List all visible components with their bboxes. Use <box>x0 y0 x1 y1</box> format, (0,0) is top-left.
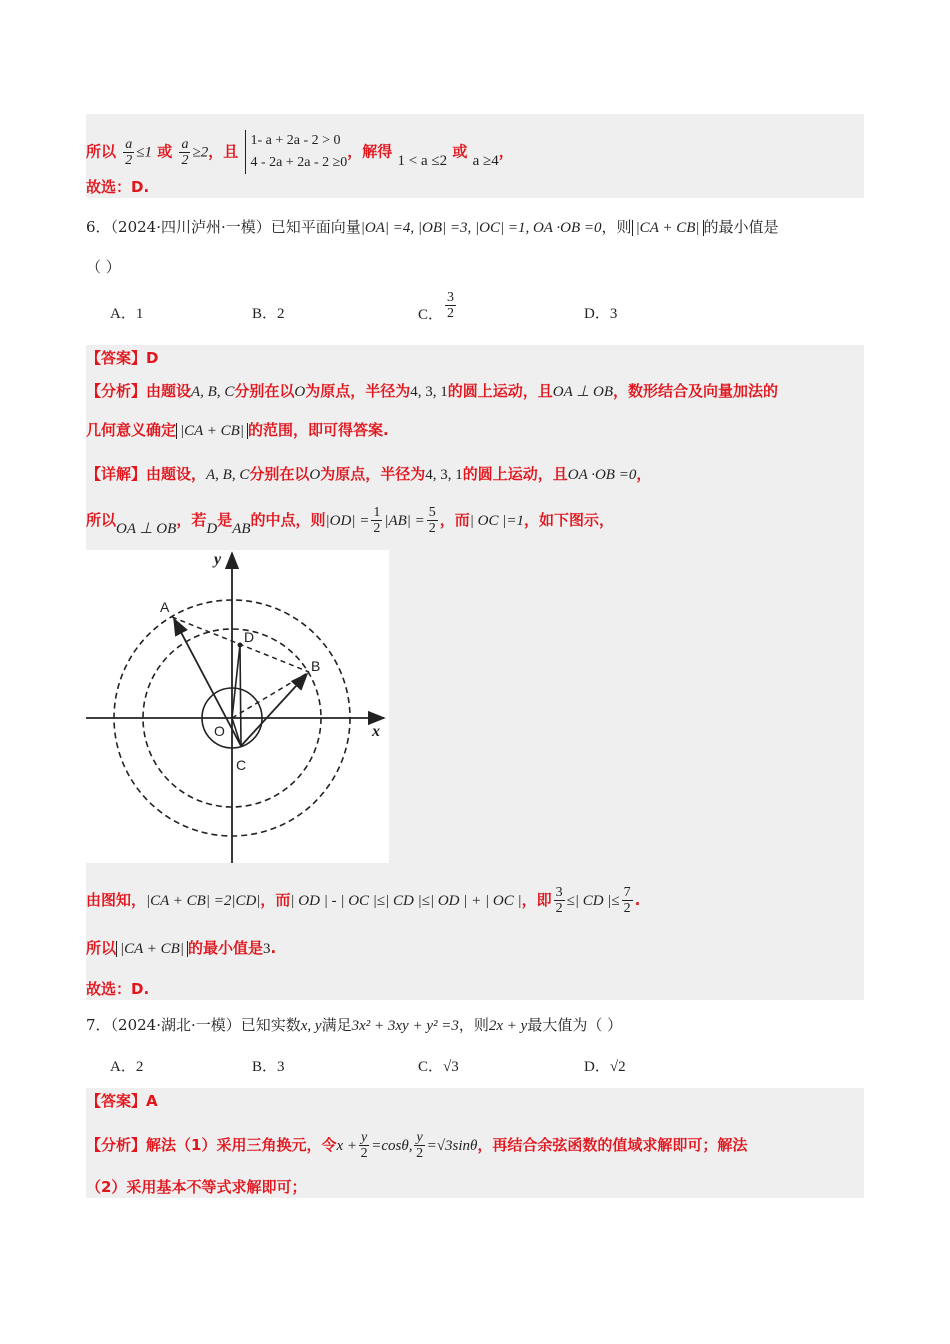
q6-choose: 故选：D. <box>86 980 150 998</box>
label-B: B <box>311 658 321 674</box>
text: 所以 <box>86 142 117 161</box>
math: |CA + CB| <box>632 220 704 236</box>
math: ≥2 <box>192 144 209 161</box>
q7-stem: 7．（2024·湖北·一模）已知实数x, y满足3x² + 3xy + y² =3，则2x + y最大值为（ ） <box>86 1016 623 1034</box>
math: a ≥4 <box>472 152 499 169</box>
label-x: x <box>372 723 380 740</box>
text: ， <box>498 142 514 161</box>
segment-O-D <box>232 645 240 718</box>
segment-O-B <box>232 672 309 718</box>
fraction: $\frac{a}{2}$ <box>181 136 189 168</box>
point-D <box>238 643 243 648</box>
q6-detail-line1: 【详解】由题设，A, B, C分别在以O为原点，半径为4, 3, 1的圆上运动，且OA ·OB =0， <box>86 465 652 483</box>
text: ，则 <box>601 218 632 236</box>
segment-C-D <box>240 645 241 746</box>
q6-option-a: A．1 <box>110 306 144 322</box>
text: ，且 <box>208 142 239 161</box>
q7-option-d: D．√2 <box>584 1059 626 1075</box>
q7-option-a: A．2 <box>110 1059 144 1075</box>
q6-analysis-line2: 几何意义确定 |CA + CB| 的范围，即可得答案. <box>86 421 389 439</box>
prev-choose-line: 故选：D. <box>86 178 150 196</box>
label-A: A <box>160 599 170 615</box>
q6-option-d: D．3 <box>584 306 618 322</box>
inequality-system: 1- a + 2a - 2 > 0 4 - 2a + 2a - 2 ≥0 <box>245 130 347 174</box>
q6-option-c: C． $\frac{3}{2}$ <box>418 290 455 323</box>
q7-analysis-line1: 【分析】解法（1）采用三角换元，令x + $\frac{y}{2}$ =cosθ, $\frac{y}{2}$ =√3sinθ，再结合余弦函数的值域求解即可；解法 <box>86 1130 748 1161</box>
label-y: y <box>214 551 222 568</box>
label-O: O <box>214 723 225 739</box>
q7-option-b: B．3 <box>252 1059 285 1075</box>
vector-diagram <box>86 550 389 863</box>
q6-detail-line2: 所以OA ⊥ OB，若D是AB的中点，则|OD| = $\frac{1}{2}$ |AB| = $\frac{5}{2}$ ，而| OC |=1，如下图示， <box>86 505 615 537</box>
q7-option-c: C．√3 <box>418 1059 459 1075</box>
q6-conclusion-line2: 所以 |CA + CB| 的最小值是3. <box>86 939 277 957</box>
vector-CB <box>241 674 307 746</box>
text: 的最小值是 <box>703 218 779 236</box>
math: 1 < a ≤2 <box>397 152 448 169</box>
label-D: D <box>244 629 255 645</box>
prev-solution-block <box>86 114 864 198</box>
q6-paren: （ ） <box>86 258 121 276</box>
q6-figure <box>86 550 389 863</box>
fraction: $\frac{a}{2}$ <box>125 136 133 168</box>
prev-solution-line <box>86 130 514 174</box>
q7-analysis-line2: （2）采用基本不等式求解即可； <box>86 1178 307 1196</box>
math: ≤1 <box>136 144 152 161</box>
q7-solution-block <box>86 1088 864 1198</box>
q6-solution-block <box>86 345 864 1000</box>
q7-answer: 【答案】A <box>86 1092 158 1110</box>
q6-conclusion-line1: 由图知，|CA + CB| =2|CD|，而| OD | - | OC |≤| CD |≤| OD | + | OC |，即 $\frac{3}{2}$ ≤| CD |≤ $\frac{7}{2}$ . <box>86 885 641 916</box>
vector-CA <box>174 619 241 746</box>
text: 或 <box>157 142 173 161</box>
q6-option-b: B．2 <box>252 306 285 322</box>
math: |OA| =4, |OB| =3, |OC| =1, OA ·OB =0 <box>360 220 602 236</box>
q6-stem <box>86 216 779 239</box>
text: 6．（2024·四川泸州·一模）已知平面向量 <box>86 218 361 236</box>
q6-analysis-line1: 【分析】由题设A, B, C分别在以O为原点，半径为4, 3, 1的圆上运动，且OA ⊥ OB，数形结合及向量加法的 <box>86 382 779 400</box>
q6-answer: 【答案】D <box>86 349 159 367</box>
label-C: C <box>236 757 247 773</box>
text: ，解得 <box>347 142 393 161</box>
text: 或 <box>452 142 468 161</box>
